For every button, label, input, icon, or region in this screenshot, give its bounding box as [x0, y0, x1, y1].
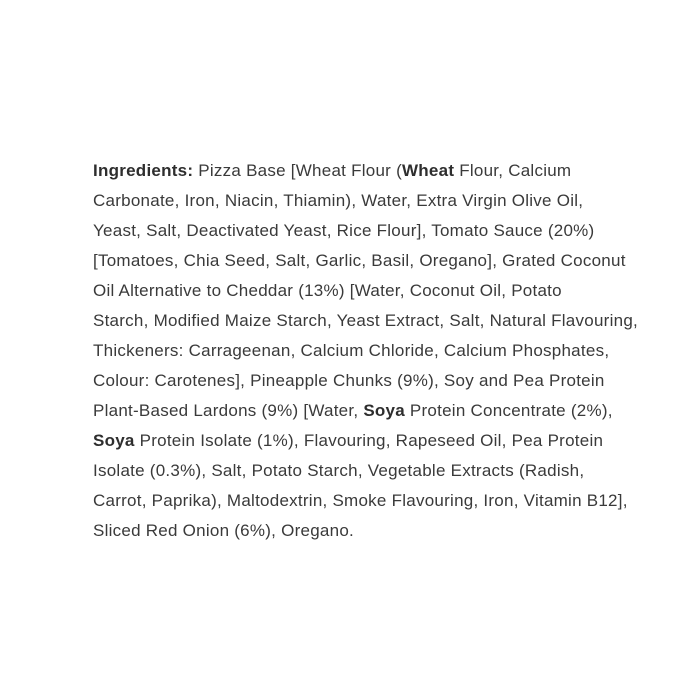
- ingredient-text: Carbonate, Iron, Niacin, Thiamin), Water, Extra Virgin Olive Oil,: [93, 191, 584, 210]
- ingredients-paragraph: [93, 156, 638, 546]
- ingredient-text: Sliced Red Onion (6%), Oregano.: [93, 521, 354, 540]
- ingredients-line: [93, 366, 633, 396]
- ingredients-line: [93, 306, 638, 336]
- ingredient-text: Starch, Modified Maize Starch, Yeast Extract, Salt, Natural Flavouring,: [93, 311, 638, 330]
- ingredient-emphasis-text: Wheat: [401, 161, 455, 180]
- ingredient-text: Colour: Carotenes], Pineapple Chunks (9%), Soy and Pea Protein: [93, 371, 605, 390]
- ingredient-text: Yeast, Salt, Deactivated Yeast, Rice Flour], Tomato Sauce (20%): [93, 221, 595, 240]
- ingredients-line: [93, 426, 633, 456]
- ingredients-line: [93, 156, 633, 186]
- ingredients-line: [93, 216, 633, 246]
- ingredient-text: [Tomatoes, Chia Seed, Salt, Garlic, Basil, Oregano], Grated Coconut: [93, 251, 626, 270]
- ingredient-text: Carrot, Paprika), Maltodextrin, Smoke Flavouring, Iron, Vitamin B12],: [93, 491, 628, 510]
- ingredient-text: Flour, Calcium: [454, 161, 572, 180]
- ingredients-line: [93, 186, 633, 216]
- ingredient-emphasis-text: Soya: [363, 401, 405, 420]
- ingredients-line: [93, 486, 633, 516]
- ingredients-line: [93, 396, 633, 426]
- ingredients-line: [93, 516, 633, 546]
- ingredients-line: [93, 246, 633, 276]
- ingredient-text: Isolate (0.3%), Salt, Potato Starch, Vegetable Extracts (Radish,: [93, 461, 585, 480]
- ingredient-text: Oil Alternative to Cheddar (13%) [Water, Coconut Oil, Potato: [93, 281, 562, 300]
- ingredients-line: [93, 336, 633, 366]
- ingredient-text: Protein Concentrate (2%),: [404, 401, 613, 420]
- ingredient-text: Pizza Base [Wheat Flour (: [193, 161, 402, 180]
- ingredient-text: Plant-Based Lardons (9%) [Water,: [93, 401, 364, 420]
- ingredients-line: [93, 276, 633, 306]
- ingredients-line: [93, 456, 633, 486]
- ingredient-text: Protein Isolate (1%), Flavouring, Rapeseed Oil, Pea Protein: [134, 431, 604, 450]
- ingredient-text: Thickeners: Carrageenan, Calcium Chloride, Calcium Phosphates,: [93, 341, 610, 360]
- ingredient-emphasis-text: Soya: [93, 431, 135, 450]
- ingredient-emphasis-text: Ingredients:: [93, 161, 194, 180]
